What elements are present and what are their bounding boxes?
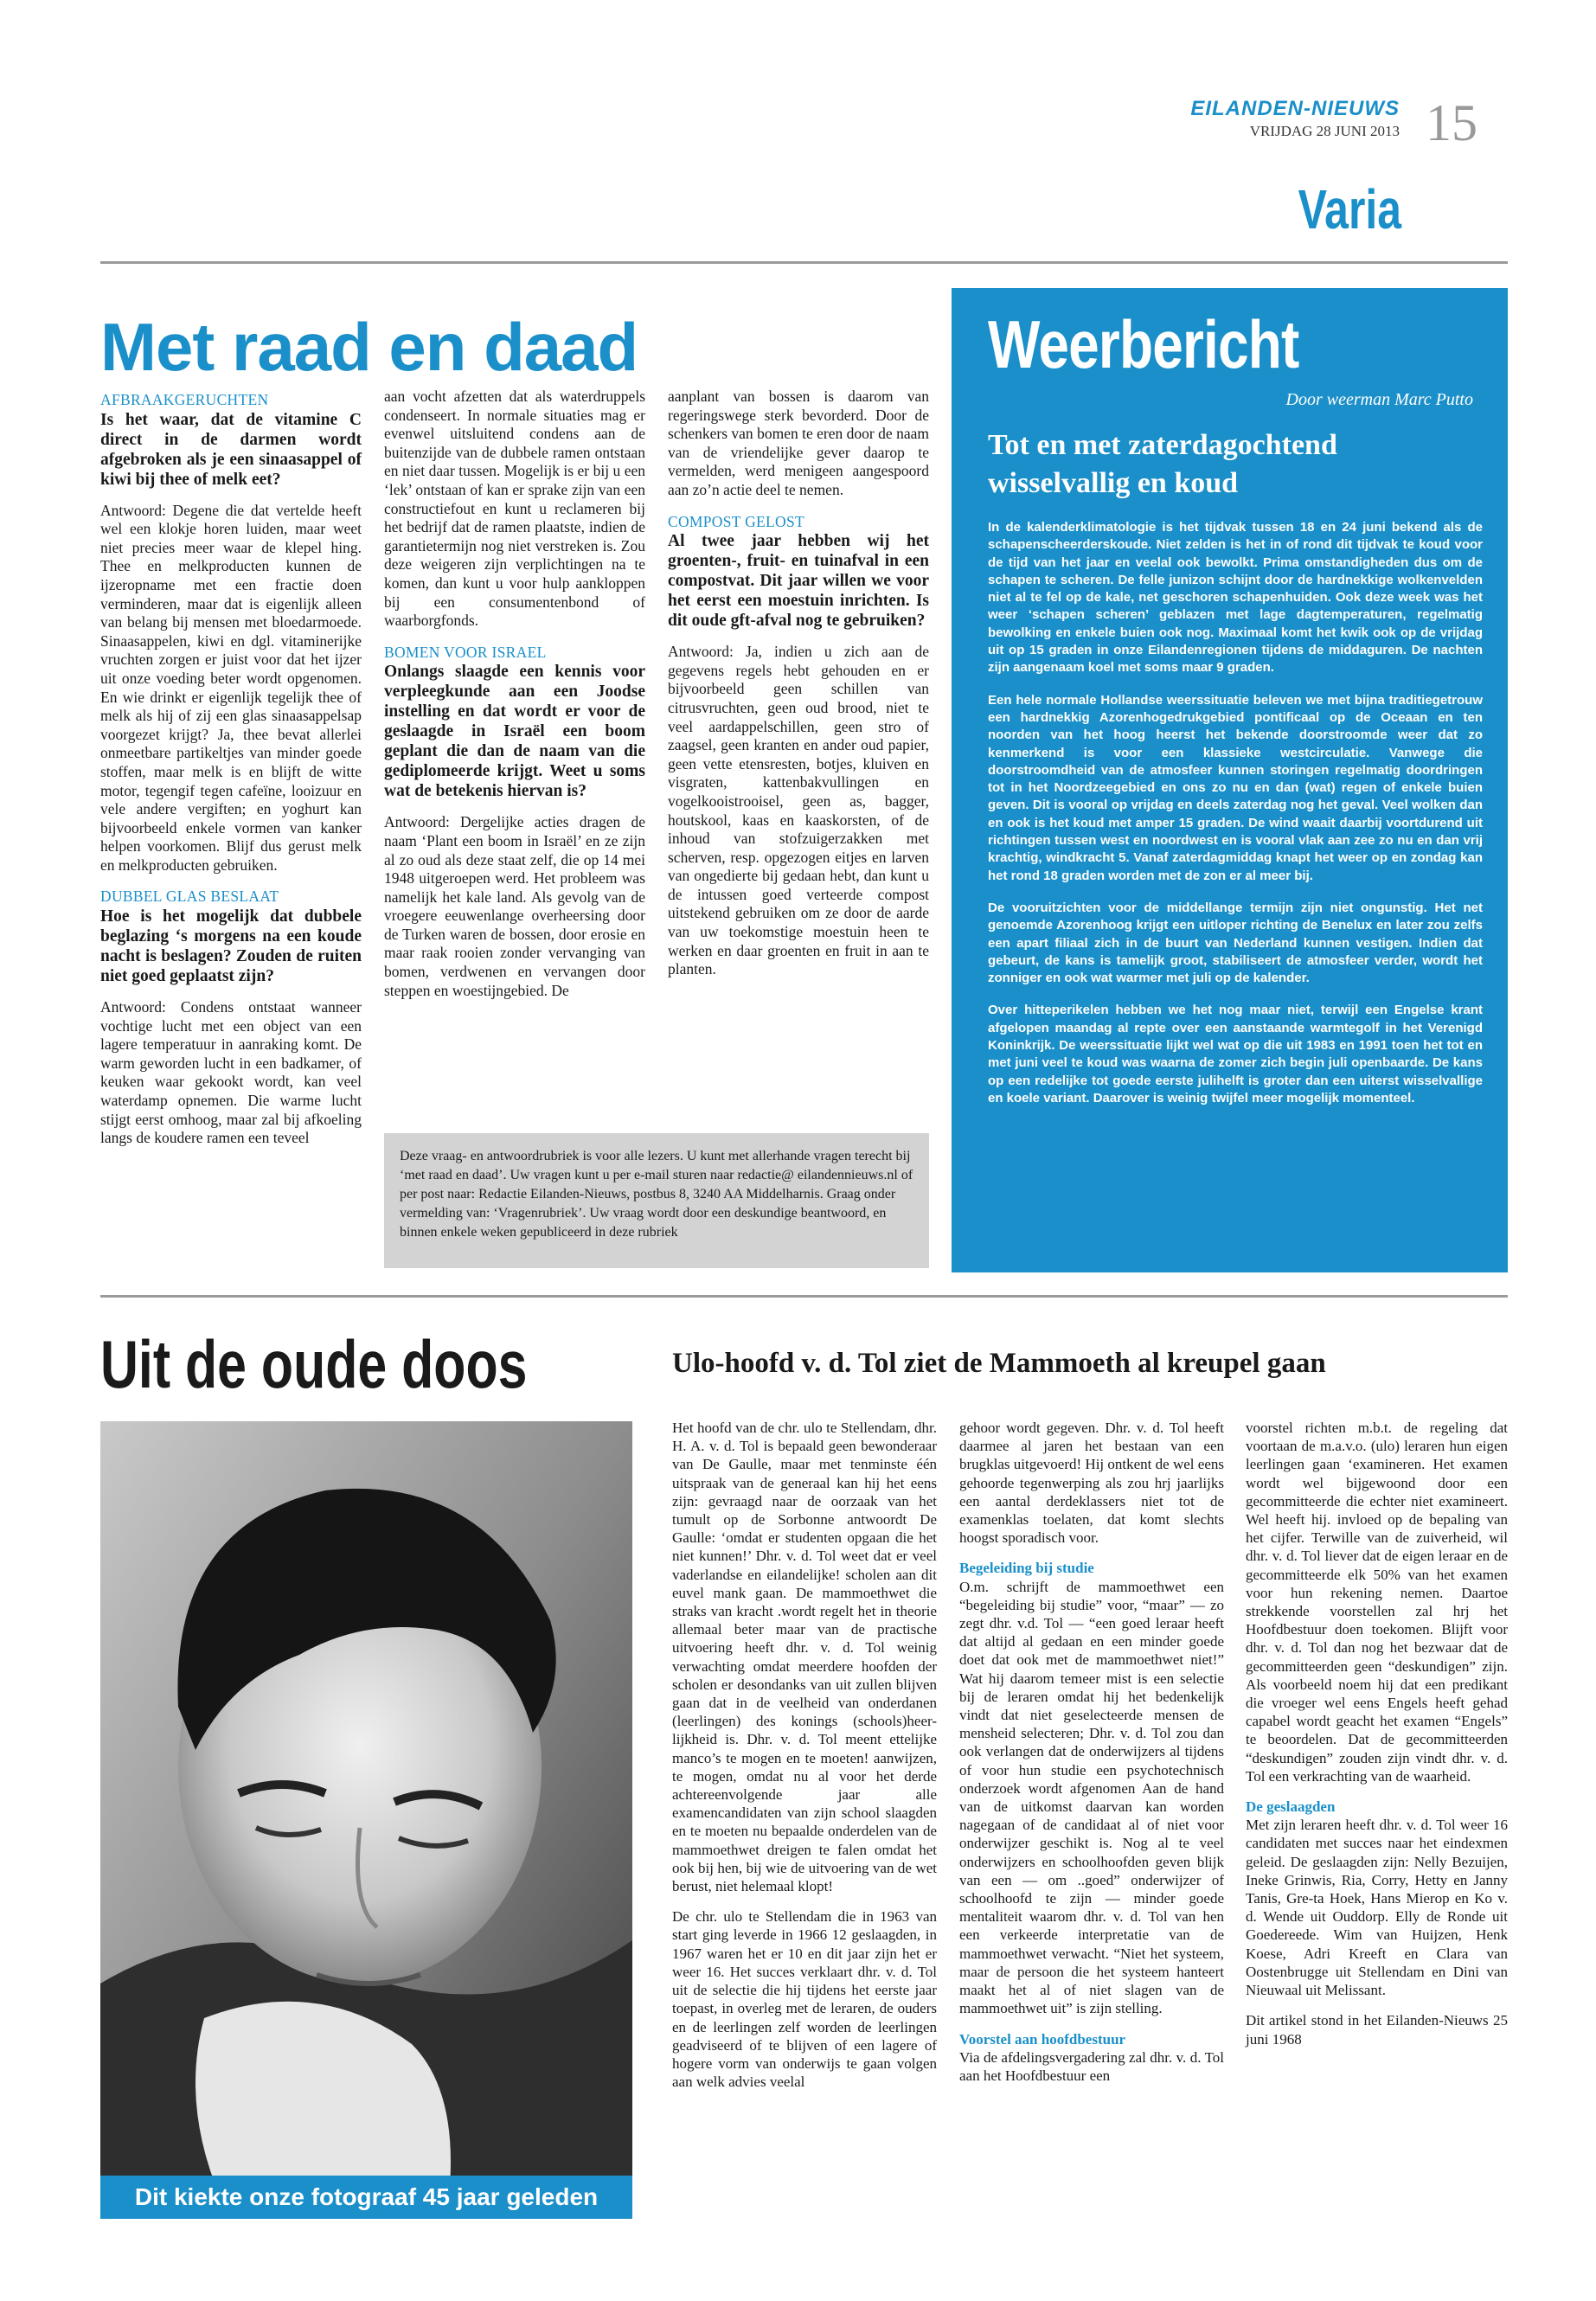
oude-column-1: [672, 1419, 937, 2103]
weather-paragraph: Een hele normale Hollandse weerssituatie beleven we met bijna traditiegetrouw een hardnekkig Azorenhogedrukgebied pontificaal op de Oceaan en ten noorden van het hoog heerst het bekende doorstroomde weer dat zo kenmerkend is voor een klassieke westcirculatie. Vanwege die doorstroomdheid van de atmosfeer kunnen storingen regelmatig doordringen tot in het Noordzeegebied en ons zo nu en dan (wat) regen of enkele buien geven. Dit is vooral op vrijdag en deels zaterdag nog het geval. Veel wolken dan en ook is het koud met amper 15 graden. De wind waait daarbij voortdurend uit richtingen tussen west en noordwest en is vooral vlak aan zee zo nu en dan vrij krachtig, windkracht 5. Vanaf zaterdagmiddag knapt het weer op en zondag kan het rond 18 graden worden met de zon er al meer bij.: [988, 692, 1483, 883]
article-paragraph: Via de afdelingsvergadering zal dhr. v. d. Tol aan het Hoofdbestuur een: [959, 2048, 1224, 2084]
answer-3: Antwoord: Dergelijke acties dragen de naam ‘Plant een boom in Israël’ en ze zijn al zo oud als deze staat zelf, die op 14 mei 1948 uitgeroepen werd. Het probleem was namelijk het kale land. Als gevolg van de vroegere eeuwenlange overheersing door de Turken waren de bossen, door erosie en maar raak rooien zonder vervanging van bomen, verdwenen en vervangen door steppen en woestijngebied. De: [384, 813, 645, 999]
newspaper-logo: EILANDEN-NIEUWS: [1190, 97, 1400, 120]
weather-paragraph: De vooruitzichten voor de middellange termijn zijn niet ongunstig. Het net genoemde Azorenhoog krijgt een uitloper richting de Benelux en later zou zelfs een apart filiaal zich in de buurt van Nederland kunnen vestigen. Indien dat gebeurt, de kans is tamelijk groot, stabiliseert de atmosfeer verder, wordt het zonniger en ook wat warmer met juli op de kalender.: [988, 900, 1483, 986]
answer-4: Antwoord: Ja, indien u zich aan de gegevens regels hebt gehouden en er bijvoorbeeld geen schillen van citrusvruchten, geen oud brood, niet te veel aardappelschillen, geen stro of zaagsel, geen kranten en ander oud papier, geen vette etensresten, botjes, kluiven en visgraten, kattenbakvullingen en vogelkooistrooisel, geen as, bagger, houtskool, kaas en kaaskorsten, of de inhoud van stofzuigerzakken met scherven, resp. opgezogen eitjes en larven van ongedierte bij gedaan hebt, dan kunt u de intussen goed verteerde compost uitstekend gebruiken om ze door de aarde van uw toekomstige moestuin heen te werken en daar groenten en fruit in aan te planten.: [668, 643, 929, 978]
weather-headline: Tot en met zaterdagochtend wisselvallig en koud: [988, 429, 1337, 499]
issue-date: VRIJDAG 28 JUNI 2013: [1249, 123, 1400, 139]
article-paragraph: De chr. ulo te Stellendam die in 1963 van start ging leverde in 1966 12 geslaagden, in 1967 waren het er 10 en dit jaar zijn het er weer 16. Het succes verklaart dhr. v. d. Tol uit de selectie die hij tijdens het eerste jaar toepast, in overleg met de leraren, de ouders en de leerlingen zelf worden de leerlingen geadviseerd of te blijven of een lagere of hogere vorm van onderwijs te gaan volgen aan welk advies veelal: [672, 1908, 937, 2091]
question-3: Onlangs slaagde een kennis voor verpleegkunde aan een Joodse instelling en dat wordt er voor de geslaagde in Israël een boom geplant die dan de naam van die gediplomeerde krijgt. Weet u soms wat de betekenis hiervan is?: [384, 663, 645, 801]
portrait-image: [100, 1421, 632, 2219]
subhead-afbraakgeruchten: AFBRAAKGERUCHTEN: [100, 391, 269, 408]
question-1: Is het waar, dat de vitamine C direct in de darmen wordt afgebroken als je een sinaasappel of kiwi bij thee of melk eet?: [100, 410, 362, 489]
article-paragraph: gehoor wordt gegeven. Dhr. v. d. Tol heeft daarmee al jaren het bestaan van een brugklas uitgevoerd! Hij ontkent de wel eens gehoorde tegenwerping als zou hrj jaarlijks een aantal derdeklassers niet tot de examenklas toelaten, dat komt slechts hoogst sporadisch voor.: [959, 1420, 1224, 1547]
weather-box: [952, 288, 1508, 1272]
oude-doos-headline: Ulo-hoofd v. d. Tol ziet de Mammoeth al kreupel gaan: [672, 1348, 1326, 1379]
subhead-geslaagden: De geslaagden: [1246, 1798, 1336, 1816]
oude-doos-title: Uit de oude doos: [100, 1326, 528, 1402]
top-divider: [100, 261, 1508, 264]
question-2: Hoe is het mogelijk dat dubbele beglazing ‘s morgens na een koude nacht is beslagen? Zouden de ruiten niet goed geplaatst zijn?: [100, 907, 362, 986]
article-paragraph: O.m. schrijft de mammoethwet een “begeleiding bij studie” voor, “maar” — zo zegt dhr. v.d. Tol — “een goed leraar heeft dat altijd al gedaan en een minder goede doet dat ook met de mammoethwet niet!” Wat hij daarom temeer mist is een selectie bij de leraren omdat hij het bedenkelijk vindt dat niet geselecteerde mensen de mensheid selecteren; Dhr. v. d. Tol zou dan ook verlangen dat de onderwijzers al tijdens of voor hun studie een psychotechnisch onderzoek wordt afgenomen Aan de hand van de uitkomst daarvan kan worden nagegaan of de candidaat al of niet voor onderwijzer geschikt is. Nog al te veel onderwijzers en schoolhoofden geven blijk van een — om ..goed” onderwijzer of schoolhoofd te zijn — minder goede mentaliteit waarom dhr. v. d. Tol van hen een verkeerde interpretatie van de mammoethwet verwacht. “Niet het systeem, maar de persoon die het systeem hanteert maakt het al of niet slagen van de mammoethwet uit” is zijn stelling.: [959, 1578, 1224, 2017]
article-paragraph: voorstel richten m.b.t. de regeling dat voortaan de m.a.v.o. (ulo) leraren hun eigen leerlingen gaan ‘examineren. Het examen wordt wel bijgewoond door een gecommitteerde die echter niet examineert. Wel heeft hij. invloed op de bepaling van het cijfer. Terwille van de zuiverheid, wil dhr. v. d. Tol liever dat de eigen leraar en de gecommitteerde elk 50% van het examen voor hun rekening nemen. Daartoe strekkende voorstellen zal hrj het Hoofdbestuur doen toekomen. Blijft voor dhr. v. d. Tol dan nog het bezwaar dat de gecommitteerden geen “deskundigen” zijn. Als voorbeeld noem hij dat een predikant die vroeger wel eens Engels heeft gehad capabel wordt geacht het examen “Engels” te beoordelen. Dat de gecommitteerden “deskundigen” zouden zijn vindt dhr. v. d. Tol een verkrachting van de waarheid.: [1246, 1420, 1508, 1785]
subhead-begeleiding: Begeleiding bij studie: [959, 1560, 1094, 1577]
weather-byline: Door weerman Marc Putto: [1285, 390, 1473, 409]
weather-paragraph: In de kalenderklimatologie is het tijdvak tussen 18 en 24 juni bekend als de schapenscheerderskoude. Niet zelden is het in of rond dit tijdvak te koud voor de tijd van het jaar en veelal ook bewolkt. Prima omstandigheden dus om de schapen te scheren. De felle junizon schijnt door de hardnekkige wolkenvelden niet al te fel op de kale, net geschoren schapenhuiden. Ook deze week was het weer ‘schapen scheren’ geblazen met lage dagtemperaturen, regelmatig bewolking en enkele buien ook nog. Maximaal komt het kwik ook op de vrijdag uit op 15 graden in onze Eilandenregionen tijdens de middaguren. De nachten zijn aangenaam koel met soms maar 9 graden.: [988, 520, 1483, 676]
section-title: Varia: [1298, 178, 1401, 240]
raad-title: Met raad en daad: [100, 309, 638, 385]
weather-title: Weerbericht: [988, 306, 1299, 382]
raad-column-2: [384, 388, 645, 1013]
page-number: 15: [1426, 94, 1477, 151]
weather-paragraph: Over hitteperikelen hebben we het nog maar niet, terwijl een Engelse krant afgelopen maandag al repte over een aanstaande warmtegolf in het Verenigd Koninkrijk. De weerssituatie lijkt wel wat op die uit 1983 en 1991 toen het tot en met juni veel te koud was waarna de zomer zich begin juli openbaarde. De kans op een redelijke tot goede eerste julihelft is groter dan een uiterst wisselvallige en koele variant. Daarover is weinig twijfel meer mogelijk momenteel.: [988, 1003, 1483, 1106]
question-4: Al twee jaar hebben wij het groenten-, fruit- en tuinafval in een compostvat. Dit jaar willen we voor het eerst een moestuin inrichten. Is dit oude gft-afval nog te gebruiken?: [668, 532, 929, 631]
subhead-compost: COMPOST GELOST: [668, 512, 804, 530]
middle-divider: [100, 1295, 1508, 1298]
oude-column-2: [959, 1419, 1224, 2097]
answer-1: Antwoord: Degene die dat vertelde heeft wel een klokje horen luiden, maar weet niet precies meer waar de klepel hing. Thee en melkproducten kunnen de ijzeropname met een fractie doen verminderen, maar dat is eigenlijk alleen van belang bij mensen met bloedarmoede. Sinaasappelen, kiwi en dgl. vitaminerijke vruchten zorgen er juist voor dat het ijzer uit onze voeding beter wordt opgenomen. En wie drinkt er eigenlijk tegelijk thee of melk als hij of zij een glas sinaasappelsap voorgezet krijgt? Ja, thee bevat allerlei onmeetbare partikeltjes van minder goede stoffen, maar melk is en blijft de witte motor, tegengif tegen cafeïne, looizuur en vele andere vergiften; en yoghurt kan bijvoorbeeld enkele vormen van kanker helpen voorkomen. Blijf dus gerust melk en melkproducten gebruiken.: [100, 501, 362, 874]
answer-2: Antwoord: Condens ontstaat wanneer vochtige lucht met een object van een lagere temperatuur in aanraking komt. De warm geworden lucht in een badkamer, of keuken waar gekookt wordt, kan veel waterdamp opnemen. Die warme lucht stijgt eerst omhoog, maar zal bij afkoeling langs de koudere ramen een teveel: [100, 998, 362, 1147]
weather-body: [988, 519, 1483, 1122]
archive-photo: [100, 1421, 632, 2219]
rubric-info-box: Deze vraag- en antwoordrubriek is voor alle lezers. U kunt met allerhande vragen terecht bij ‘met raad en daad’. Uw vragen kunt u per e-mail sturen naar redactie@ eilandennieuws.nl of per post naar: Redactie Eilanden-Nieuws, postbus 8, 3240 AA Middelharnis. Graag onder vermelding van: ‘Vragenrubriek’. Uw vraag wordt door een deskundige beantwoord, en binnen enkele weken gepubliceerd in deze rubriek: [384, 1133, 929, 1268]
photo-caption: Dit kiekte onze fotograaf 45 jaar geleden: [100, 2176, 632, 2219]
answer-2-continued: aan vocht afzetten dat als waterdruppels condenseert. In normale situaties mag er evenwel uitsluitend condens aan de buitenzijde van de dubbele ramen ontstaan en niet daar tussen. Mogelijk is er bij u een ‘lek’ ontstaan of kan er sprake zijn van een constructiefout en kunt u reclameren bij het bedrijf dat de ramen plaatste, indien de garantietermijn nog niet verstreken is. Zou deze weigeren zijn verplichtingen na te komen, dan kunt u voor hulp aankloppen bij een consumentenbond of waarborgfonds.: [384, 388, 645, 630]
oude-column-3: [1246, 1419, 1508, 2061]
subhead-dubbel-glas: DUBBEL GLAS BESLAAT: [100, 888, 279, 906]
subhead-bomen-israel: BOMEN VOOR ISRAEL: [384, 643, 547, 661]
article-source-note: Dit artikel stond in het Eilanden-Nieuws 25 juni 1968: [1246, 2012, 1508, 2048]
subhead-voorstel: Voorstel aan hoofdbestuur: [959, 2030, 1126, 2048]
masthead: [1176, 97, 1400, 140]
article-paragraph: Het hoofd van de chr. ulo te Stellendam, dhr. H. A. v. d. Tol is bepaald geen bewonderaar van De Gaulle, maar met tenminste één uitspraak van de generaal kan hij het eens zijn: gevraagd naar de oorzaak van het tumult op de Sorbonne antwoordt De Gaulle: ‘omdat er studenten opgaan die het niet kunnen!’ Dhr. v. d. Tol weet dat er veel vaderlandse en eilandelijke! scholen aan dit euvel mank gaan. De mammoethwet die straks van kracht .wordt regelt het in theorie allemaal beter maar van de practische uitvoering heeft dhr. v. d. Tol weinig verwachting omdat meerdere hoofden der scholen er desondanks van uit zullen blijven gaan dat in de veelheid van onderdanen (leerlingen) des konings (schools)heer-lijkheid is. Dhr. v. d. Tol meent ettelijke manco’s te mogen en te moeten! aanwijzen, te mogen, omdat nu al voor het derde achtereenvolgende jaar alle examencandidaten van zijn school slaagden en te moeten nu bepaalde onderdelen van de mammoethwet dreigen te falen omdat het ook bij hen, bij wie de uitvoering van de wet berust, niet helemaal klopt!: [672, 1420, 937, 1895]
article-paragraph: Met zijn leraren heeft dhr. v. d. Tol weer 16 candidaten met succes naar het eindexmen geleid. De geslaagden zijn: Nelly Bezuijen, Ineke Grinwis, Ria, Corry, Hetty en Janny Tanis, Gre-ta Hoek, Hans Mierop en Ko v. d. Wende uit Ouddorp. Elly de Ronde uit Goedereede. Wim van Huijzen, Henk Koese, Adri Kreeft en Clara van Oostenbrugge uit Stellendam en Dini van Nieuwaal uit Melissant.: [1246, 1817, 1508, 1999]
raad-column-1: [100, 388, 362, 1161]
raad-column-3: [668, 388, 929, 992]
answer-3-continued: aanplant van bossen is daarom van regeringswege sterk bevorderd. Door de schenkers van bomen te eren door de naam van de vriendelijke gever daarop te vermelden, werd menigeen aangespoord aan zo’n actie deel te nemen.: [668, 388, 929, 498]
